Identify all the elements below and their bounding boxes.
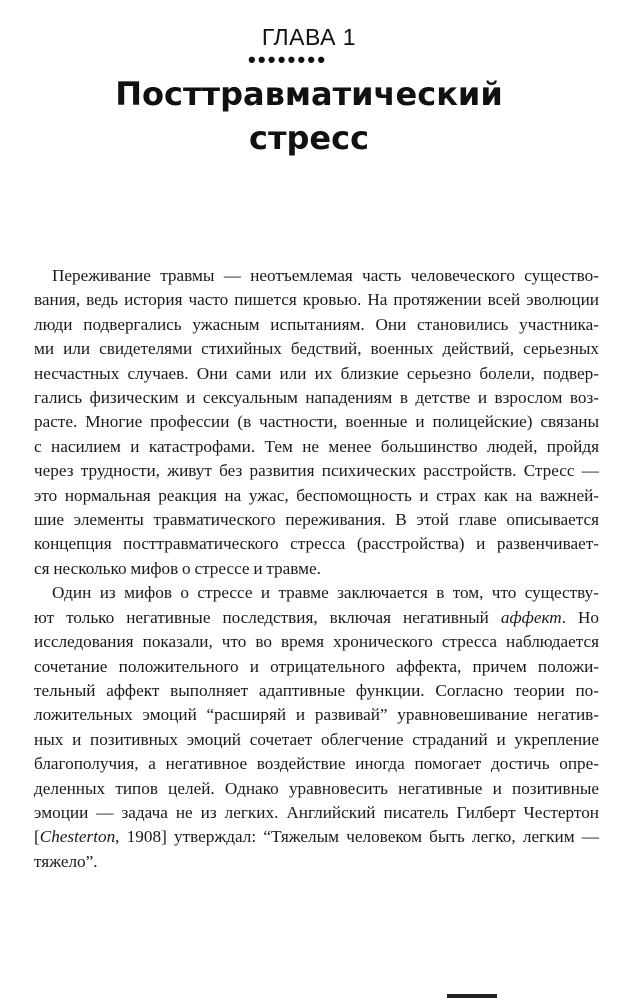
footer-rule — [447, 994, 497, 998]
text-line: через трудности, живут без развития психических расстройств. Стресс — — [34, 461, 599, 481]
body-text — [34, 264, 599, 874]
text-line: ных и позитивных эмоций сочетает облегчение страданий и укрепление — [34, 729, 599, 749]
text-line-citation — [34, 825, 599, 849]
text-segment: ют только негативные последствия, включая негативный — [34, 607, 489, 627]
text-segment: утверждал: “Тяжелым человеком быть легко, легким — — [174, 827, 599, 847]
citation-author: Chesterton — [39, 827, 116, 847]
italic-term: аффект — [500, 607, 562, 627]
text-line: ми или свидетелями стихийных бедствий, военных действий, серьезных — [34, 339, 599, 359]
text-line: несчастных случаев. Они сами или их близкие серьезно болели, подвер- — [34, 363, 599, 383]
chapter-dots: •••••••• — [248, 47, 328, 72]
text-line: исследования показали, что во время хронического стресса наблюдается — [34, 632, 599, 652]
citation-bracket: [ — [34, 827, 40, 847]
text-segment: . Но — [561, 607, 599, 627]
paragraph-1 — [34, 264, 599, 581]
chapter-label: ГЛАВА 1 — [261, 24, 357, 50]
text-line-with-affect — [34, 606, 599, 630]
text-line: люди подвергались ужасным испытаниям. Они становились участника- — [34, 314, 599, 334]
chapter-title-line: Посттравматический — [115, 75, 503, 113]
chapter-title — [0, 72, 618, 160]
paragraph-2 — [34, 581, 599, 874]
text-line: это нормальная реакция на ужас, беспомощность и страх как на важней- — [34, 485, 599, 505]
text-line: благополучия, а негативное воздействие иногда помогает достичь опре- — [34, 754, 599, 774]
text-line: концепция посттравматического стресса (расстройства) и развенчивает- — [34, 534, 599, 554]
text-line: ложительных эмоций “расширяй и развивай” уравновешивание негатив- — [34, 705, 599, 725]
text-line: гались физическим и сексуальным нападениям в детстве и взрослом воз- — [34, 388, 599, 408]
citation-year: , 1908] — [115, 827, 167, 847]
text-line: с насилием и катастрофами. Тем не менее большинство людей, пройдя — [34, 436, 599, 456]
chapter-title-line: стресс — [248, 119, 370, 157]
text-line: расте. Многие профессии (в частности, военные и полицейские) связаны — [34, 412, 599, 432]
text-line: эмоции — задача не из легких. Английский писатель Гилберт Честертон — [34, 802, 599, 822]
text-line: шие элементы травматического переживания. В этой главе описывается — [34, 510, 599, 530]
text-line: сочетание положительного и отрицательного аффекта, причем положи- — [34, 656, 599, 676]
text-line: вания, ведь история часто пишется кровью. На протяжении всей эволюции — [34, 290, 599, 310]
text-line: тельный аффект выполняет адаптивные функции. Согласно теории по- — [34, 680, 599, 700]
text-line: деленных типов целей. Однако уравновесить негативные и позитивные — [34, 778, 599, 798]
text-line: Переживание травмы — неотъемлемая часть человеческого существо- — [52, 266, 599, 285]
text-line: ся несколько мифов о стрессе и травме. — [34, 558, 321, 578]
text-line: тяжело”. — [34, 851, 98, 871]
text-line: Один из мифов о стрессе и травме заключается в том, что существу- — [52, 583, 599, 603]
